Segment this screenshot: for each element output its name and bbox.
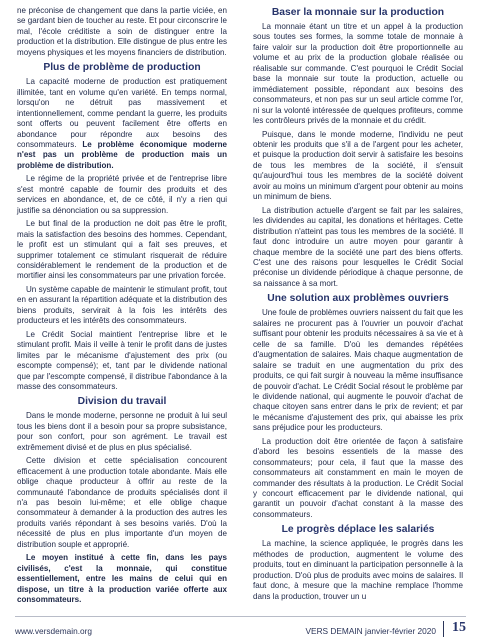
website-url[interactable]: www.versdemain.org bbox=[15, 626, 93, 636]
page-footer bbox=[15, 616, 466, 637]
paragraph: La production doit être orientée de façon à satisfaire d'abord les besoins essentiels de la masse des consommateurs; pour cela, il faut que la masse des consommateurs ait constamment en main le moyen de commander des résultats à la production. Le Crédit Social y concourt efficacement par le dividende national, qui garantit un pouvoir d'achat constant à la masse des consommateurs. bbox=[253, 436, 463, 519]
paragraph bbox=[17, 77, 227, 171]
paragraph: ne préconise de changement que dans la partie viciée, en se gardant bien de toucher au reste. Et pour circonscrire le mal, l'école créditiste a soin de distinguer entre la production et la distribution. Elle distingue de plus entre les moyens physiques et les moyens financiers de distribution. bbox=[17, 6, 227, 57]
paragraph: La distribution actuelle d'argent se fait par les salaires, les dividendes au capital, les donations et héritages. Cette distribution n'atteint pas tous les membres de la société. Il faut donc introduire un autre moyen pour garantir à chaque membre de la société une part des biens offerts. C'est une des raisons pour lesquelles le Crédit Social préconise un dividende périodique à chaque personne, de sa naissance à sa mort. bbox=[253, 205, 463, 288]
paragraph: Puisque, dans le monde moderne, l'individu ne peut obtenir les produits que s'il a de l'argent pour les acheter, et puisque la production doit servir à satisfaire les besoins de tous les membres de la société, il s'ensuit qu'aujourd'hui tous les membres de la société doivent avoir au moins un minimum d'argent pour obtenir au moins un minimum de biens. bbox=[253, 129, 463, 202]
paragraph-text: La capacité moderne de production est pratiquement illimitée, tant en volume qu'en variété. En temps normal, lorsqu'on ne détruit pas massivement et intentionnellement, comme pendant la guerre, les produits sont offerts ou peuvent facilement être offerts en abondance pour répondre aux besoins des consommateurs. bbox=[17, 77, 227, 149]
emphasis-text: Le problème économique moderne n'est pas un problème de production mais un problème de distribution. bbox=[17, 139, 228, 170]
emphasis-text: Le moyen institué à cette fin, dans les pays civilisés, c'est la monnaie, qui constitue essentiellement, entre les mains de celui qui en dispose, un titre à la production variée offerte aux consommateurs. bbox=[17, 553, 227, 605]
section-heading: Une solution aux problèmes ouvriers bbox=[267, 293, 449, 305]
page-number: 15 bbox=[452, 620, 466, 635]
section-heading: Plus de problème de production bbox=[43, 62, 201, 74]
paragraph bbox=[17, 553, 227, 605]
paragraph: Dans le monde moderne, personne ne produit à lui seul tous les biens dont il a besoin pour sa propre subsistance, pour son confort, pour son agrément. Le travail est extrêmement divisé et de plus en plus spécialisé. bbox=[17, 411, 227, 452]
paragraph: Le but final de la production ne doit pas être le profit, mais la satisfaction des besoins des hommes. Cependant, le profit est un stimulant qui a fait ses preuves, et supprimer totalement ce stimulant risquerait de réduire considérablement le rendement de la production et de mortifier ainsi les consommateurs par une privation forcée. bbox=[17, 219, 227, 281]
left-column bbox=[17, 6, 227, 609]
paragraph: Le Crédit Social maintient l'entreprise libre et le stimulant profit. Mais il veille à tenir le profit dans de justes limites par le mécanisme d'ajustement des prix (ou escompte compensé); et, tant par le dividende national que par l'escompte compensé, il distribue l'abondance à la masse des consommateurs. bbox=[17, 329, 227, 391]
issue-label: VERS DEMAIN janvier-février 2020 bbox=[305, 626, 436, 636]
section-heading: Le progrès déplace les salariés bbox=[281, 524, 435, 536]
section-heading: Baser la monnaie sur la production bbox=[271, 7, 445, 18]
right-column bbox=[253, 6, 463, 605]
section-heading: Division du travail bbox=[77, 396, 167, 408]
paragraph: Cette division et cette spécialisation concourent efficacement à une production totale abondante. Mais elle oblige chaque producteur à offrir au reste de la communauté l'abondance de produits spécialisés dont il n'a pas besoin lui-même; et elle oblige chaque consommateur à demander à la production des autres les produits variés répondant à ses besoins variés. D'où la nécessité de plus en plus importante d'un moyen de distribution souple et approprié. bbox=[17, 456, 227, 549]
paragraph: Une foule de problèmes ouvriers naissent du fait que les salaires ne procurent pas à l'ouvrier un pouvoir d'achat suffisant pour obtenir les produits nécessaires à sa vie et à celle de sa famille. D'où les demandes répétées d'augmentation de salaires. Mais chaque augmentation de salaire se traduit en une augmentation du prix des produits, ce qui fait surgir à nouveau la même insuffisance de pouvoir d'achat. Le Crédit Social résout le problème par le dividende national, qui augmente le pouvoir d'achat de chaque citoyen sans entrer dans le prix de revient; et par le mécanisme d'ajustement des prix, qui abaisse les prix sans préjudice pour les producteurs. bbox=[253, 308, 463, 433]
paragraph: Le régime de la propriété privée et de l'entreprise libre s'est montré capable de fournir des produits et des services en abondance, et, de ce côté, il n'y a rien qui justifie sa dénonciation ou sa suppression. bbox=[17, 174, 227, 215]
paragraph: La monnaie étant un titre et un appel à la production sous toutes ses formes, la somme totale de monnaie à faire valoir sur la production doit être proportionnelle au volume et au prix de la production globale réalisée ou réalisable sur commande. C'est pourquoi le Crédit Social base la monnaie sur toute la production, actuelle ou immédiatement possible, répondant aux besoins des consommateurs, et non pas sur un seul article comme l'or, ni sur la volonté intéressée de quelques profiteurs, comme les contrôleurs privés de la monnaie et du crédit. bbox=[253, 22, 463, 126]
paragraph: La machine, la science appliquée, le progrès dans les méthodes de production, augmentent le volume des produits, tout en diminuant la participation personnelle à la production. D'où plus de produits avec moins de salaires. Il faut donc, à mesure que la machine remplace l'homme dans la production, trouver un u bbox=[253, 539, 463, 601]
footer-divider bbox=[443, 621, 444, 637]
paragraph: Un système capable de maintenir le stimulant profit, tout en en assurant la répartition adéquate et la distribution des biens produits, servirait à la fois les intérêts des producteurs et les intérêts des consommateurs. bbox=[17, 284, 227, 326]
